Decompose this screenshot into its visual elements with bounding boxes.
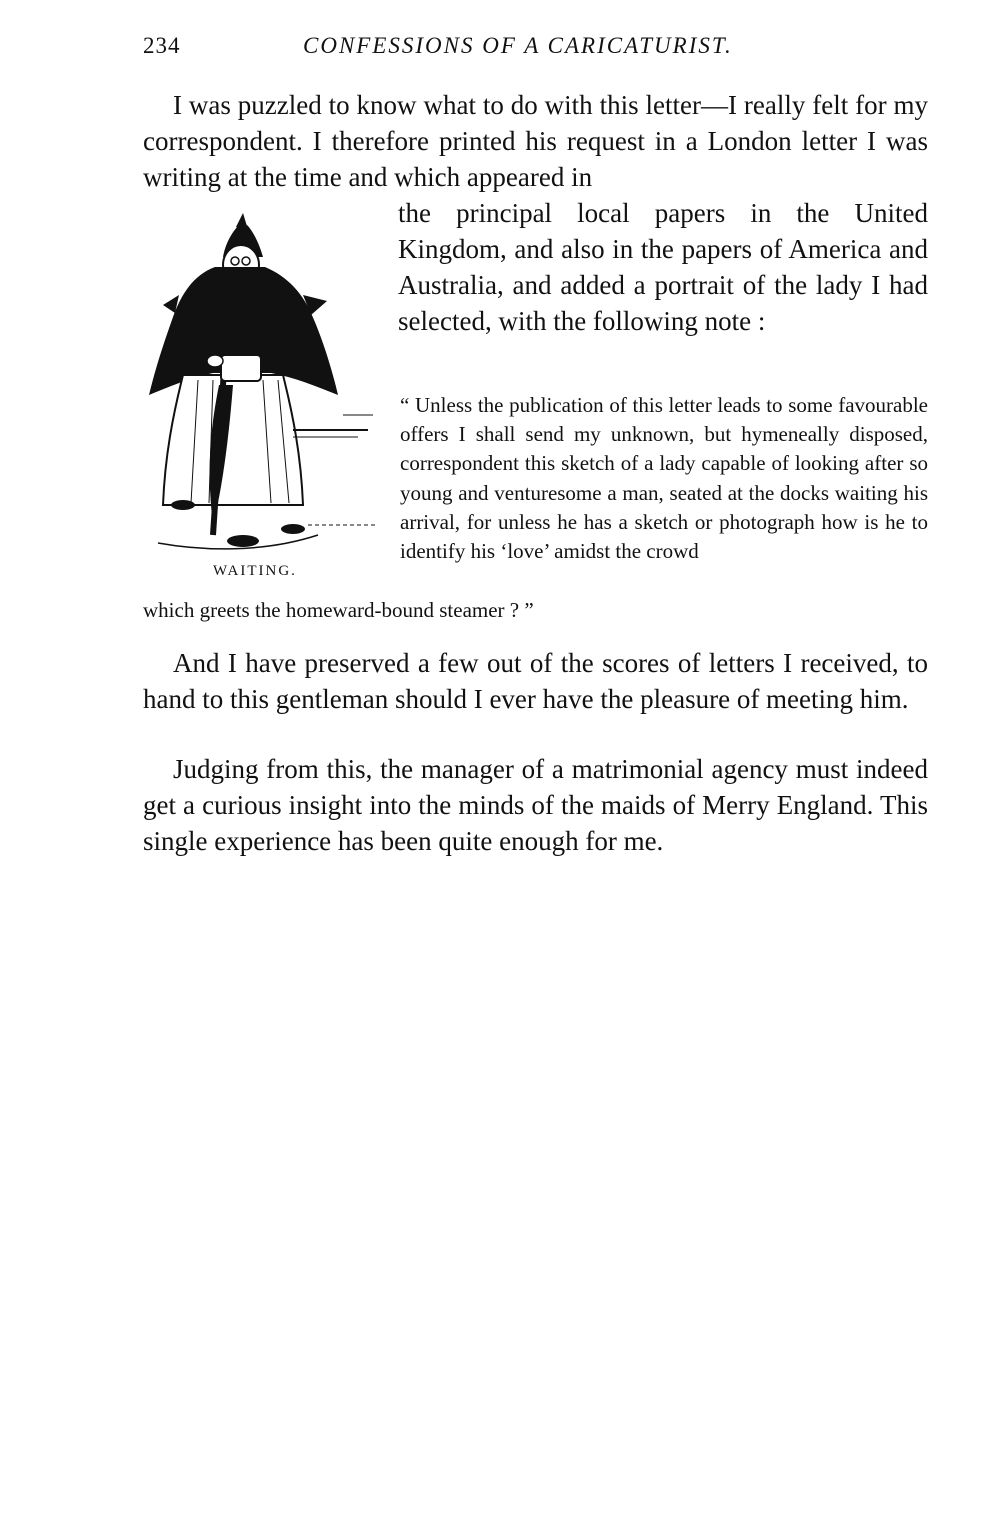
running-title: CONFESSIONS OF A CARICATURIST. — [303, 33, 733, 58]
paragraph-3: Judging from this, the manager of a matrimonial agency must indeed get a curious insight into the minds of the maids of Merry England. This single experience has been quite enough for me. — [143, 754, 928, 856]
seated-lady-drawing — [143, 205, 378, 555]
figure-caption: WAITING. — [213, 563, 297, 579]
waiting-illustration — [143, 205, 378, 555]
quoted-note-ending: which greets the homeward-bound steamer ? ” — [143, 598, 534, 622]
quoted-note: “ Unless the publication of this letter leads to some favourable offers I shall send my unknown, but hymeneally disposed, correspondent this sketch of a lady capable of looking after so young and venturesome a man, seated at the docks waiting his arrival, for unless he has a sketch or photograph how is he to identify his ‘love’ amidst the crowd — [400, 393, 928, 564]
paragraph-1-continued: the principal local papers in the United Kingdom, and also in the papers of America and Australia, and added a portrait of the lady I had selected, with the following note : — [398, 198, 928, 336]
paragraph-1-lead: I was puzzled to know what to do with this letter—I really felt for my correspondent. I therefore printed his request in a London letter I was writing at the time and which appeared in — [143, 90, 928, 192]
running-header — [143, 31, 783, 61]
page-number: 234 — [143, 33, 181, 58]
paragraph-2: And I have preserved a few out of the scores of letters I received, to hand to this gentleman should I ever have the pleasure of meeting him. — [143, 648, 928, 714]
